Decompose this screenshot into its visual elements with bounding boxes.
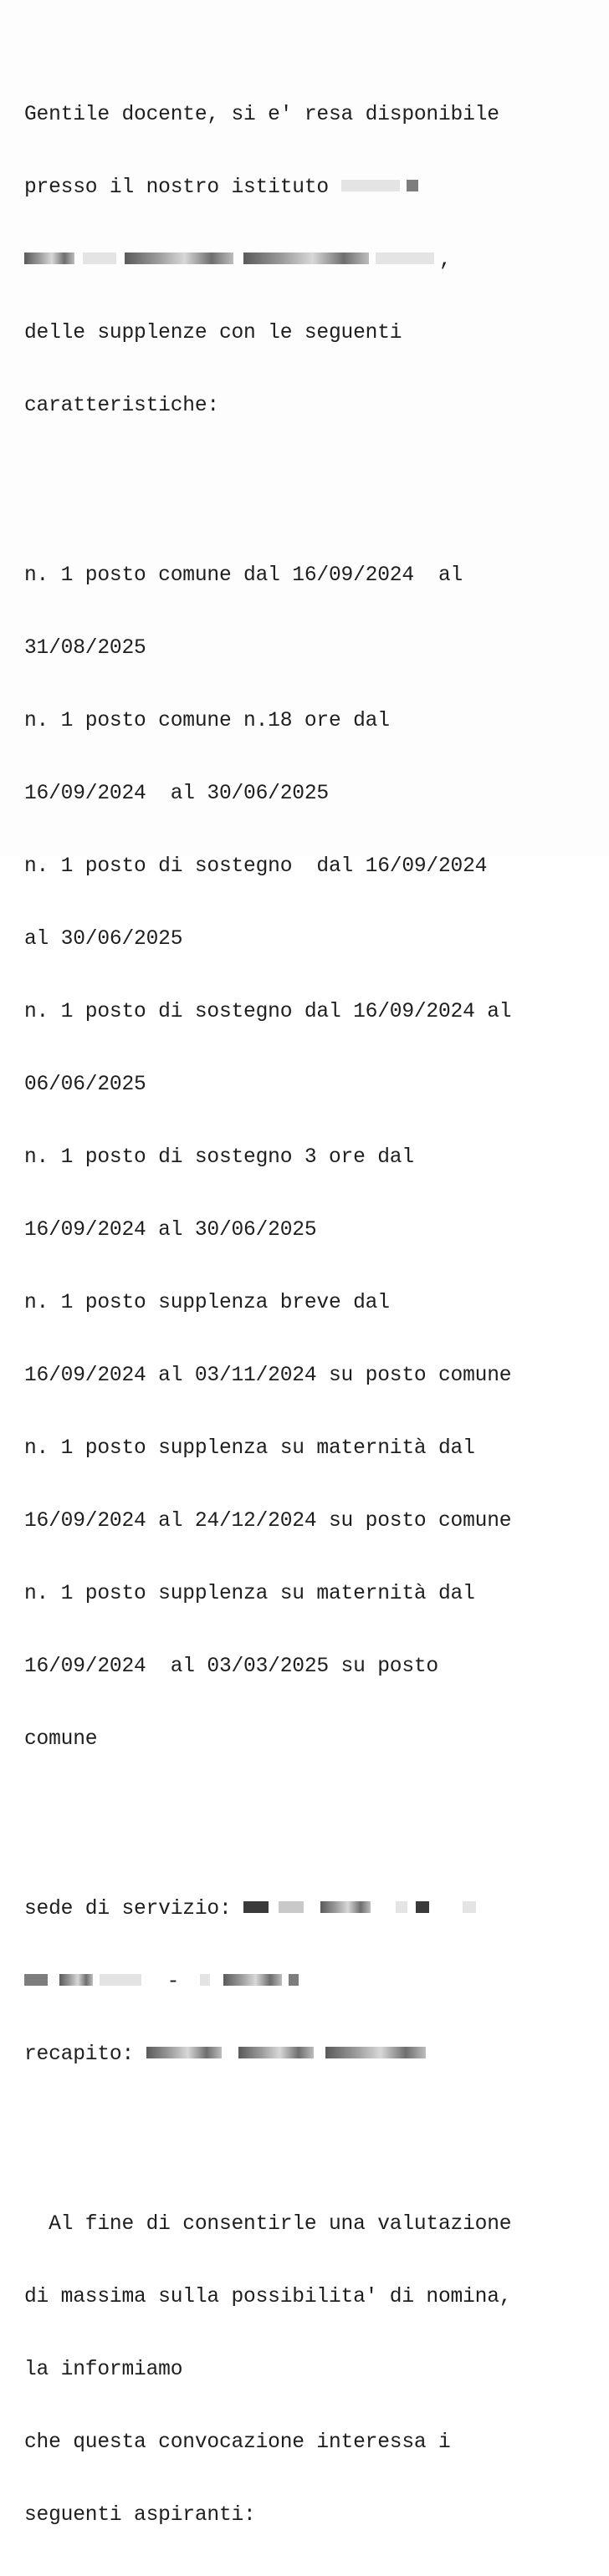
post-line: n. 1 posto di sostegno 3 ore dal bbox=[24, 1146, 414, 1169]
post-line: 16/09/2024 al 24/12/2024 su posto comune bbox=[24, 1510, 512, 1533]
post-line: n. 1 posto di sostegno dal 16/09/2024 al bbox=[24, 1001, 512, 1023]
redacted-text bbox=[407, 180, 418, 191]
intro-line-5: caratteristiche: bbox=[24, 395, 219, 417]
redacted-text bbox=[125, 252, 233, 264]
post-line: 16/09/2024 al 03/11/2024 su posto comune bbox=[24, 1365, 512, 1387]
closing-line-3: la informiamo bbox=[24, 2359, 183, 2381]
post-line: n. 1 posto supplenza breve dal bbox=[24, 1292, 390, 1314]
redacted-text bbox=[279, 1901, 304, 1913]
sede-line bbox=[24, 1897, 601, 1921]
sede-dash: - bbox=[166, 1971, 180, 1993]
sede-line-2 bbox=[24, 1970, 601, 1994]
post-line: 16/09/2024 al 30/06/2025 bbox=[24, 783, 329, 805]
spacer bbox=[24, 1800, 601, 1824]
intro-line-2-text: presso il nostro istituto bbox=[24, 176, 329, 199]
post-line: 16/09/2024 al 03/03/2025 su posto bbox=[24, 1655, 438, 1678]
redacted-text bbox=[238, 2047, 314, 2058]
intro-line-1: Gentile docente, si e' resa disponibile bbox=[24, 104, 499, 126]
redacted-text bbox=[243, 1901, 269, 1913]
closing-line-1: Al fine di consentirle una valutazione bbox=[24, 2213, 512, 2236]
redacted-text bbox=[146, 2047, 222, 2058]
closing-line-5: seguenti aspiranti: bbox=[24, 2504, 256, 2527]
post-line: n. 1 posto supplenza su maternità dal bbox=[24, 1583, 475, 1605]
redacted-text bbox=[100, 1974, 141, 1986]
sede-label: sede di servizio: bbox=[24, 1898, 232, 1921]
post-line: n. 1 posto comune dal 16/09/2024 al bbox=[24, 564, 463, 587]
redacted-text bbox=[341, 180, 400, 191]
intro-line-4: delle supplenze con le seguenti bbox=[24, 322, 402, 344]
recapito-label: recapito: bbox=[24, 2043, 135, 2066]
recapito-line bbox=[24, 2043, 601, 2067]
redacted-text bbox=[24, 1974, 48, 1986]
post-line: n. 1 posto supplenza su maternità dal bbox=[24, 1437, 475, 1460]
post-line: 31/08/2025 bbox=[24, 637, 146, 660]
post-line: 16/09/2024 al 30/06/2025 bbox=[24, 1219, 317, 1242]
redacted-text bbox=[83, 252, 116, 264]
redacted-text bbox=[223, 1974, 282, 1986]
spacer bbox=[24, 467, 601, 491]
redacted-text bbox=[59, 1974, 93, 1986]
document-text bbox=[24, 30, 601, 2576]
redacted-text bbox=[376, 252, 434, 264]
post-line: al 30/06/2025 bbox=[24, 928, 183, 951]
redacted-text bbox=[396, 1901, 407, 1913]
closing-line-2: di massima sulla possibilita' di nomina, bbox=[24, 2286, 512, 2308]
intro-line-2 bbox=[24, 176, 601, 200]
post-line: n. 1 posto comune n.18 ore dal bbox=[24, 710, 390, 732]
spacer bbox=[24, 2115, 601, 2140]
redacted-text bbox=[243, 252, 369, 264]
redacted-text bbox=[320, 1901, 371, 1913]
post-line: comune bbox=[24, 1728, 98, 1751]
redacted-text bbox=[463, 1901, 476, 1913]
redacted-text bbox=[416, 1901, 429, 1913]
redacted-text bbox=[200, 1974, 210, 1986]
intro-line-3-suffix: , bbox=[439, 249, 452, 272]
intro-line-3 bbox=[24, 248, 601, 273]
redacted-text bbox=[24, 252, 74, 264]
redacted-text bbox=[325, 2047, 426, 2058]
closing-line-4: che questa convocazione interessa i bbox=[24, 2431, 451, 2454]
post-line: n. 1 posto di sostegno dal 16/09/2024 bbox=[24, 855, 488, 878]
redacted-text bbox=[289, 1974, 299, 1986]
post-line: 06/06/2025 bbox=[24, 1074, 146, 1096]
